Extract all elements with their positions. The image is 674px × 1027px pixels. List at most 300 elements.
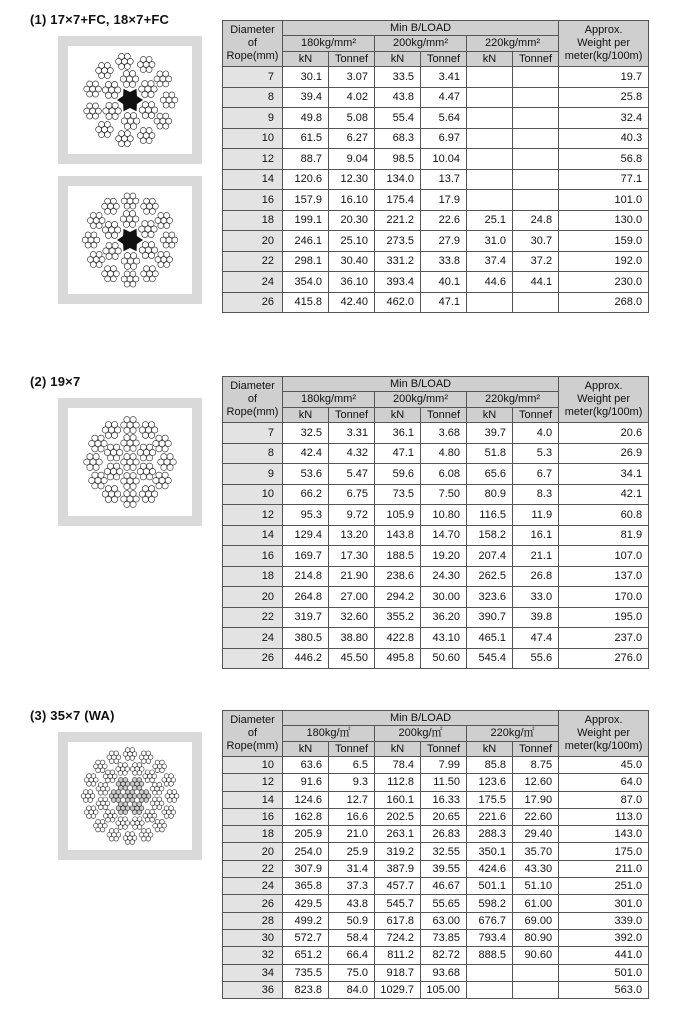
rope-cross-section-image: [58, 732, 202, 860]
wire: [130, 790, 135, 795]
wire: [85, 232, 91, 238]
load-cell: 3.07: [329, 67, 375, 88]
rope-cross-section-image: [58, 398, 202, 526]
wire: [91, 782, 96, 787]
load-cell: 82.72: [421, 947, 467, 964]
wire: [130, 464, 136, 470]
load-cell: 36.20: [421, 607, 467, 628]
load-cell: 16.1: [513, 525, 559, 546]
weight-cell: 45.0: [559, 757, 649, 774]
diameter-header-line: of: [247, 393, 258, 405]
table-row: [223, 464, 649, 485]
load-cell: [467, 169, 513, 190]
load-cell: 246.1: [283, 231, 329, 252]
load-cell: 47.1: [375, 443, 421, 464]
table-row: [223, 108, 649, 129]
diameter-header: [223, 377, 283, 423]
wire: [125, 790, 130, 795]
load-cell: 6.7: [513, 464, 559, 485]
table-row: [223, 546, 649, 567]
weight-cell: 40.3: [559, 128, 649, 149]
load-cell: [513, 87, 559, 108]
wire: [137, 763, 142, 768]
wire: [148, 91, 154, 97]
wire: [123, 763, 128, 768]
wire: [131, 253, 137, 259]
load-cell: 319.7: [283, 607, 329, 628]
load-cell: 40.1: [421, 272, 467, 293]
wire: [130, 748, 135, 753]
wire: [112, 102, 118, 108]
unit-kn-header: kN: [375, 52, 421, 67]
diameter-header-line: Rope(mm): [226, 740, 279, 752]
weight-cell: 32.4: [559, 108, 649, 129]
load-cell: [467, 149, 513, 170]
load-cell: 9.04: [329, 149, 375, 170]
load-cell: 422.8: [375, 628, 421, 649]
wire: [137, 817, 142, 822]
wire: [112, 496, 118, 502]
weight-cell: 20.6: [559, 423, 649, 444]
fibre-core: [117, 229, 143, 252]
wire: [142, 486, 148, 492]
diameter-cell: 14: [223, 791, 283, 808]
wire: [90, 212, 96, 218]
unit-tonnef-header: Tonnef: [513, 52, 559, 67]
load-cell: 44.1: [513, 272, 559, 293]
wire: [104, 62, 110, 68]
wire: [87, 454, 93, 460]
weight-cell: 87.0: [559, 791, 649, 808]
section-title: (1) 17×7+FC, 18×7+FC: [30, 12, 170, 27]
wire: [105, 81, 111, 87]
wire: [131, 113, 137, 119]
table-row: [223, 169, 649, 190]
table-row: [223, 947, 649, 964]
diameter-cell: 26: [223, 895, 283, 912]
wire: [119, 131, 125, 137]
wire: [158, 212, 164, 218]
header-row: [223, 377, 649, 392]
diameter-cell: 26: [223, 648, 283, 669]
wire: [130, 81, 136, 87]
load-cell: [467, 981, 513, 998]
table-row: [223, 912, 649, 929]
wire: [164, 212, 170, 218]
wire: [163, 123, 169, 129]
wire: [91, 806, 96, 811]
diameter-header-line: of: [247, 727, 258, 739]
load-cell: 43.8: [329, 895, 375, 912]
load-cell: 35.70: [513, 843, 559, 860]
load-cell: 55.4: [375, 108, 421, 129]
table-row: [223, 505, 649, 526]
load-cell: 429.5: [283, 895, 329, 912]
load-cell: 116.5: [467, 505, 513, 526]
wire: [130, 832, 135, 837]
wire: [111, 208, 117, 214]
wire: [163, 92, 169, 98]
wire: [110, 810, 115, 815]
weight-cell: 77.1: [559, 169, 649, 190]
weight-cell: 130.0: [559, 210, 649, 231]
wire: [93, 454, 99, 460]
load-cell: 66.2: [283, 484, 329, 505]
load-cell: 6.75: [329, 484, 375, 505]
load-cell: 6.5: [329, 757, 375, 774]
load-cell: 53.6: [283, 464, 329, 485]
unit-tonnef-header: Tonnef: [513, 408, 559, 423]
load-cell: 17.90: [513, 791, 559, 808]
load-cell: 63.00: [421, 912, 467, 929]
wire: [100, 827, 105, 832]
load-cell: 90.60: [513, 947, 559, 964]
load-cell: 30.00: [421, 587, 467, 608]
load-cell: 13.20: [329, 525, 375, 546]
wire: [148, 102, 154, 108]
wire: [114, 444, 120, 450]
wire: [96, 819, 101, 824]
weight-header: [559, 711, 649, 757]
wire: [149, 421, 155, 427]
wire: [169, 814, 174, 819]
load-cell: 33.5: [375, 67, 421, 88]
load-cell: 380.5: [283, 628, 329, 649]
load-cell: 134.0: [375, 169, 421, 190]
load-cell: 32.5: [283, 423, 329, 444]
diameter-cell: 20: [223, 231, 283, 252]
wire: [112, 486, 118, 492]
wire: [160, 760, 165, 765]
load-cell: 30.1: [283, 67, 329, 88]
unit-tonnef-header: Tonnef: [329, 742, 375, 757]
wire: [148, 242, 154, 248]
load-cell: 188.5: [375, 546, 421, 567]
load-cell: 5.47: [329, 464, 375, 485]
wire: [98, 797, 103, 802]
load-cell: 19.20: [421, 546, 467, 567]
wire: [150, 266, 156, 272]
load-cell: 415.8: [283, 292, 329, 313]
wire: [169, 92, 175, 98]
wire: [160, 819, 165, 824]
wire: [146, 836, 151, 841]
wire: [123, 786, 128, 791]
wire: [124, 64, 130, 70]
min-load-header: Min B/LOAD: [283, 377, 559, 392]
load-cell: 202.5: [375, 808, 421, 825]
wire: [123, 825, 128, 830]
load-cell: 7.99: [421, 757, 467, 774]
load-cell: 11.50: [421, 774, 467, 791]
load-cell: 157.9: [283, 190, 329, 211]
diameter-header-line: of: [247, 37, 258, 49]
weight-cell: 113.0: [559, 808, 649, 825]
table-row: [223, 843, 649, 860]
wire: [150, 276, 156, 282]
grade-header: 180kg/mm²: [283, 36, 375, 52]
load-cell: 25.1: [467, 210, 513, 231]
wire: [112, 253, 118, 259]
load-cell: 61.00: [513, 895, 559, 912]
load-cell: 390.7: [467, 607, 513, 628]
wire: [123, 211, 129, 217]
table-row: [223, 791, 649, 808]
wire: [158, 251, 164, 257]
spec-table: [222, 710, 649, 999]
wire: [130, 473, 136, 479]
wire: [111, 276, 117, 282]
wire: [131, 263, 137, 269]
wire: [87, 774, 92, 779]
load-cell: 3.41: [421, 67, 467, 88]
load-cell: 50.60: [421, 648, 467, 669]
load-cell: 918.7: [375, 964, 421, 981]
wire: [100, 768, 105, 773]
wire: [130, 427, 136, 433]
wire: [150, 198, 156, 204]
wire: [141, 751, 146, 756]
diameter-header-line: Rope(mm): [226, 50, 279, 62]
diameter-cell: 34: [223, 964, 283, 981]
diameter-cell: 18: [223, 566, 283, 587]
wire: [163, 71, 169, 77]
wire: [164, 262, 170, 268]
min-load-header: Min B/LOAD: [283, 21, 559, 36]
load-cell: 162.8: [283, 808, 329, 825]
load-cell: 811.2: [375, 947, 421, 964]
wire: [105, 486, 111, 492]
wire: [157, 782, 162, 787]
wire: [141, 829, 146, 834]
wire: [96, 262, 102, 268]
wire: [105, 221, 111, 227]
weight-cell: 25.8: [559, 87, 649, 108]
wire: [114, 836, 119, 841]
diameter-cell: 18: [223, 210, 283, 231]
diameter-cell: 24: [223, 628, 283, 649]
weight-cell: 211.0: [559, 860, 649, 877]
load-cell: 51.8: [467, 443, 513, 464]
load-cell: 42.40: [329, 292, 375, 313]
wire: [139, 790, 144, 795]
table-row: [223, 587, 649, 608]
wire: [91, 242, 97, 248]
load-cell: 30.7: [513, 231, 559, 252]
table-row: [223, 808, 649, 825]
load-cell: 78.4: [375, 757, 421, 774]
wire: [152, 797, 157, 802]
load-cell: 724.2: [375, 929, 421, 946]
load-cell: 888.5: [467, 947, 513, 964]
wire: [140, 127, 146, 133]
load-cell: 39.8: [513, 607, 559, 628]
wire: [92, 435, 98, 441]
weight-cell: 101.0: [559, 190, 649, 211]
unit-kn-header: kN: [283, 52, 329, 67]
wire: [111, 790, 116, 795]
load-cell: 50.9: [329, 912, 375, 929]
load-cell: [467, 67, 513, 88]
load-cell: 350.1: [467, 843, 513, 860]
rope-cross-section-image: [58, 176, 202, 304]
load-cell: 11.9: [513, 505, 559, 526]
weight-header-line: Approx.: [584, 714, 623, 726]
grade-header: 200kg/㎡: [375, 726, 467, 742]
unit-kn-header: kN: [467, 52, 513, 67]
load-cell: 8.75: [513, 757, 559, 774]
wire: [105, 266, 111, 272]
load-cell: [513, 964, 559, 981]
load-cell: 545.4: [467, 648, 513, 669]
wire: [119, 53, 125, 59]
load-cell: 39.4: [283, 87, 329, 108]
wire: [148, 252, 154, 258]
diameter-cell: 12: [223, 149, 283, 170]
grade-header: 220kg/mm²: [467, 36, 559, 52]
load-cell: 91.6: [283, 774, 329, 791]
unit-kn-header: kN: [283, 408, 329, 423]
load-cell: 31.4: [329, 860, 375, 877]
wire: [142, 81, 148, 87]
load-cell: 25.9: [329, 843, 375, 860]
table-row: [223, 628, 649, 649]
wire: [146, 444, 152, 450]
load-cell: 73.5: [375, 484, 421, 505]
load-cell: 354.0: [283, 272, 329, 293]
wire: [106, 770, 111, 775]
table-row: [223, 929, 649, 946]
load-cell: 262.5: [467, 566, 513, 587]
wire: [157, 71, 163, 77]
load-cell: 51.10: [513, 878, 559, 895]
wire: [112, 232, 118, 238]
wire: [124, 141, 130, 147]
wire: [109, 751, 114, 756]
diameter-cell: 10: [223, 757, 283, 774]
diameter-cell: 22: [223, 607, 283, 628]
wire: [172, 798, 177, 803]
wire: [107, 463, 113, 469]
load-cell: 5.64: [421, 108, 467, 129]
wire: [106, 242, 112, 248]
wire: [104, 121, 110, 127]
wire: [90, 251, 96, 257]
wire: [111, 266, 117, 272]
wire: [98, 435, 104, 441]
wire: [169, 242, 175, 248]
table-row: [223, 272, 649, 293]
wire: [123, 817, 128, 822]
wire: [130, 445, 136, 451]
wire: [124, 113, 130, 119]
load-cell: [513, 67, 559, 88]
load-cell: 112.8: [375, 774, 421, 791]
unit-tonnef-header: Tonnef: [421, 52, 467, 67]
diameter-cell: 16: [223, 190, 283, 211]
load-cell: 9.72: [329, 505, 375, 526]
load-cell: 5.3: [513, 443, 559, 464]
load-cell: 20.30: [329, 210, 375, 231]
wire: [142, 102, 148, 108]
diameter-header-line: Diameter: [230, 380, 275, 392]
wire: [169, 102, 175, 108]
wire: [144, 198, 150, 204]
grade-header: 180kg/mm²: [283, 392, 375, 408]
load-cell: 10.80: [421, 505, 467, 526]
load-cell: 124.6: [283, 791, 329, 808]
wire: [103, 783, 108, 788]
load-cell: [467, 128, 513, 149]
table-row: [223, 484, 649, 505]
diameter-cell: 10: [223, 484, 283, 505]
load-cell: [467, 292, 513, 313]
diameter-cell: 7: [223, 423, 283, 444]
diameter-header-line: Diameter: [230, 24, 275, 36]
load-cell: 175.4: [375, 190, 421, 211]
load-cell: [467, 108, 513, 129]
wire: [123, 778, 128, 783]
wire: [96, 223, 102, 229]
section-35x7: [0, 708, 674, 1018]
load-cell: 123.6: [467, 774, 513, 791]
load-cell: 75.0: [329, 964, 375, 981]
load-cell: 735.5: [283, 964, 329, 981]
wire: [93, 91, 99, 97]
unit-tonnef-header: Tonnef: [421, 742, 467, 757]
wire: [140, 463, 146, 469]
wire: [116, 790, 121, 795]
wire: [162, 435, 168, 441]
wire: [149, 486, 155, 492]
wire: [91, 774, 96, 779]
table-row: [223, 981, 649, 998]
wire: [123, 810, 128, 815]
table-row: [223, 648, 649, 669]
load-cell: 24.8: [513, 210, 559, 231]
wire: [163, 232, 169, 238]
load-cell: 1029.7: [375, 981, 421, 998]
wire: [150, 770, 155, 775]
wire: [169, 774, 174, 779]
wire: [140, 444, 146, 450]
load-cell: 14.70: [421, 525, 467, 546]
diameter-cell: 24: [223, 878, 283, 895]
wire: [110, 778, 115, 783]
load-cell: 98.5: [375, 149, 421, 170]
unit-tonnef-header: Tonnef: [329, 52, 375, 67]
weight-cell: 64.0: [559, 774, 649, 791]
wire: [98, 472, 104, 478]
load-cell: 221.2: [375, 210, 421, 231]
wire: [161, 454, 167, 460]
diameter-cell: 9: [223, 108, 283, 129]
table-row: [223, 67, 649, 88]
load-cell: [513, 108, 559, 129]
wire: [150, 817, 155, 822]
load-cell: 105.00: [421, 981, 467, 998]
wire: [133, 763, 138, 768]
load-cell: 80.90: [513, 929, 559, 946]
weight-cell: 441.0: [559, 947, 649, 964]
wire: [169, 232, 175, 238]
wire: [146, 474, 152, 480]
wire: [123, 71, 129, 77]
wire: [96, 212, 102, 218]
weight-cell: 81.9: [559, 525, 649, 546]
load-cell: 30.40: [329, 251, 375, 272]
wire: [88, 790, 93, 795]
